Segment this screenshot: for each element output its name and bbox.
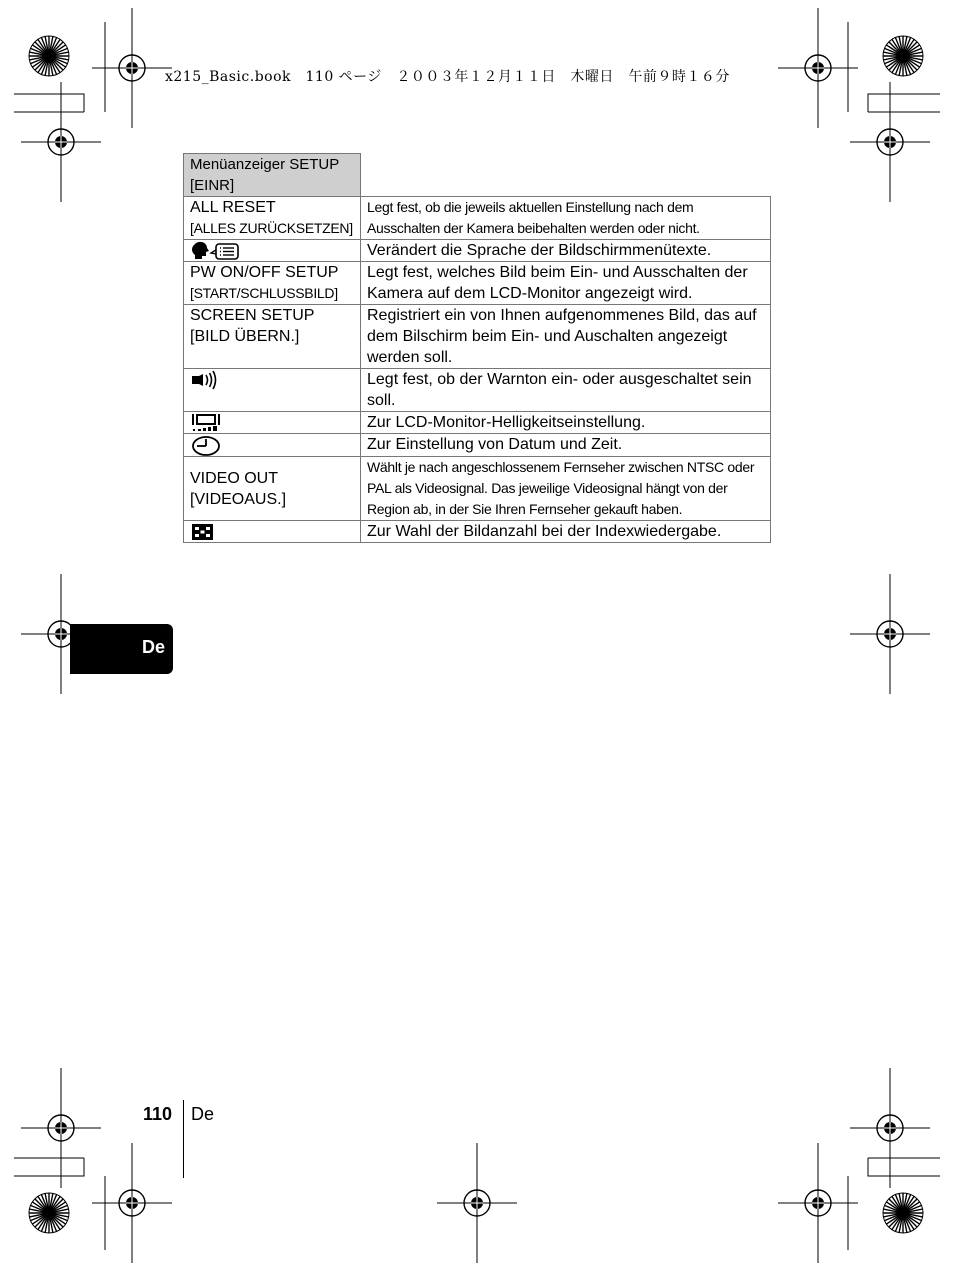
table-row bbox=[184, 521, 771, 543]
row-key: SCREEN SETUP bbox=[190, 307, 315, 324]
row-description: Legt fest, ob der Warnton ein- oder ausgeschaltet sein soll. bbox=[361, 369, 771, 412]
table-row bbox=[184, 240, 771, 262]
page-language: De bbox=[191, 1104, 215, 1124]
row-description: Registriert ein von Ihnen aufgenommenes Bild, das auf dem Bilschirm beim Ein- und Auschalten angezeigt werden soll. bbox=[361, 305, 771, 369]
row-key-sub: [ALLES ZURÜCKSETZEN] bbox=[190, 220, 353, 236]
language-side-tab bbox=[70, 624, 173, 674]
footer-divider bbox=[183, 1100, 184, 1178]
setup-menu-table bbox=[183, 153, 771, 543]
clock-icon bbox=[190, 434, 224, 456]
row-key: ALL RESET bbox=[190, 199, 276, 216]
table-row bbox=[184, 369, 771, 412]
row-key-sub: [START/SCHLUSSBILD] bbox=[190, 285, 338, 301]
row-key: PW ON/OFF SETUP bbox=[190, 264, 339, 281]
row-key: VIDEO OUT bbox=[190, 469, 279, 487]
table-header-title: Menüanzeiger SETUP [EINR] bbox=[184, 154, 361, 197]
language-icon bbox=[190, 241, 240, 261]
table-row bbox=[184, 305, 771, 369]
row-key-sub: [BILD ÜBERN.] bbox=[190, 328, 300, 345]
row-description: Zur Wahl der Bildanzahl bei der Indexwiedergabe. bbox=[361, 521, 771, 543]
beep-speaker-icon bbox=[190, 369, 220, 391]
row-description: Zur Einstellung von Datum und Zeit. bbox=[361, 434, 771, 457]
table-row bbox=[184, 457, 771, 521]
table-row bbox=[184, 412, 771, 434]
table-row bbox=[184, 197, 771, 240]
row-description: Legt fest, welches Bild beim Ein- und Ausschalten der Kamera auf dem LCD-Monitor angezeigt wird. bbox=[361, 262, 771, 305]
table-header-row bbox=[184, 154, 771, 197]
language-side-tab-label: De bbox=[141, 637, 165, 657]
row-description: Verändert die Sprache der Bildschirmmenütexte. bbox=[361, 240, 771, 262]
page-number: 110 bbox=[143, 1104, 173, 1124]
row-description: Zur LCD-Monitor-Helligkeitseinstellung. bbox=[361, 412, 771, 434]
row-key-sub: [VIDEOAUS.] bbox=[190, 490, 287, 508]
row-description: Wählt je nach angeschlossenem Fernseher zwischen NTSC oder PAL als Videosignal. Das jeweilige Videosignal hängt von der Region ab, in der Sie Ihren Fernseher gekauft haben. bbox=[361, 457, 771, 521]
monitor-brightness-icon bbox=[190, 412, 224, 433]
print-header-slug: x215_Basic.book 110 ページ ２００３年１２月１１日 木曜日 午前９時１６分 bbox=[165, 69, 730, 85]
index-grid-icon bbox=[190, 522, 220, 542]
table-row bbox=[184, 434, 771, 457]
row-description: Legt fest, ob die jeweils aktuellen Einstellung nach dem Ausschalten der Kamera beibehalten werden oder nicht. bbox=[361, 197, 771, 240]
table-row bbox=[184, 262, 771, 305]
